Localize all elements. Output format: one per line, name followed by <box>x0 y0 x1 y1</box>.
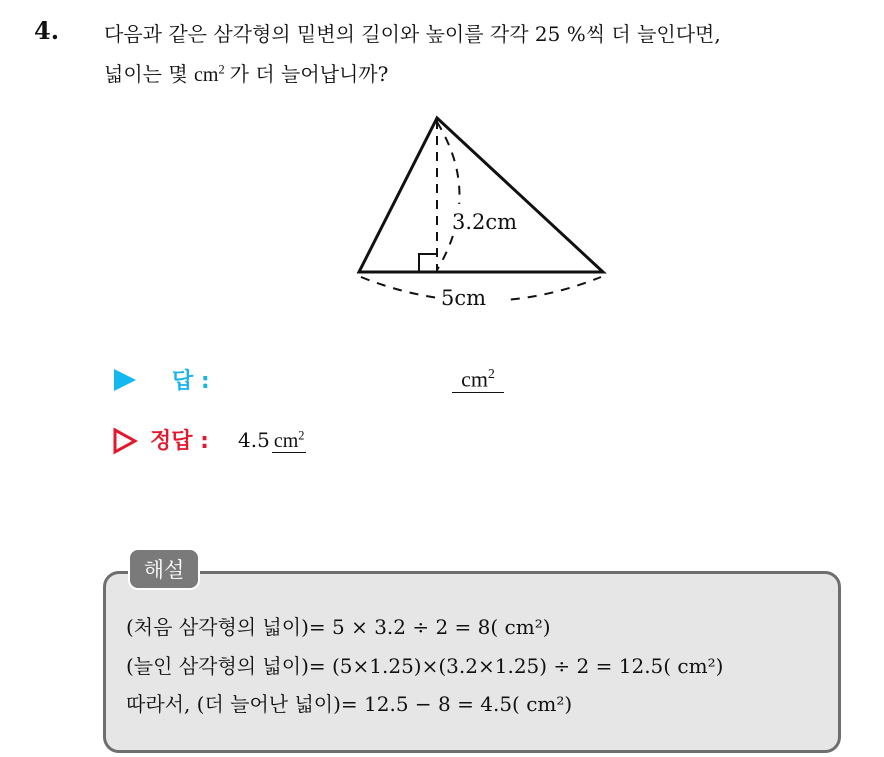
solution-line-3: 따라서, (더 늘어난 넓이)= 12.5 − 8 = 4.5( cm²) <box>126 692 573 716</box>
triangle-figure <box>340 110 620 320</box>
question-line-2-suffix: 가 더 늘어납니까? <box>229 62 389 86</box>
correct-answer-unit: $cm^2$ <box>273 428 305 452</box>
answer-label: 답 : <box>172 369 210 394</box>
solution-tab: 해설 <box>128 548 200 590</box>
correct-answer-label: 정답 : <box>150 429 209 454</box>
question-number: 4. <box>34 16 60 45</box>
question-line-1: 다음과 같은 삼각형의 밑변의 길이와 높이를 각각 25 %씩 더 늘인다면, <box>104 22 721 46</box>
correct-answer-value: 4.5 $cm^2$ <box>238 428 305 452</box>
solution-line-2: (늘인 삼각형의 넓이)= (5×1.25)×(3.2×1.25) ÷ 2 = 12.5( cm²) <box>126 654 724 678</box>
correct-arrow-icon <box>112 427 138 455</box>
question-line-2 <box>104 58 388 87</box>
question-unit: $cm^2$ <box>194 62 225 86</box>
triangle-shape <box>359 118 603 272</box>
right-angle-mark <box>419 254 437 272</box>
height-brace <box>437 122 460 270</box>
answer-arrow-icon <box>114 369 136 391</box>
base-label: 5cm <box>441 286 487 310</box>
answer-blank-field[interactable]: $cm^2$ <box>452 366 504 393</box>
solution-line-1: (처음 삼각형의 넓이)= 5 × 3.2 ÷ 2 = 8( cm²) <box>126 615 551 639</box>
question-line-2-prefix: 넓이는 몇 <box>104 62 188 86</box>
height-label: 3.2cm <box>452 210 518 234</box>
